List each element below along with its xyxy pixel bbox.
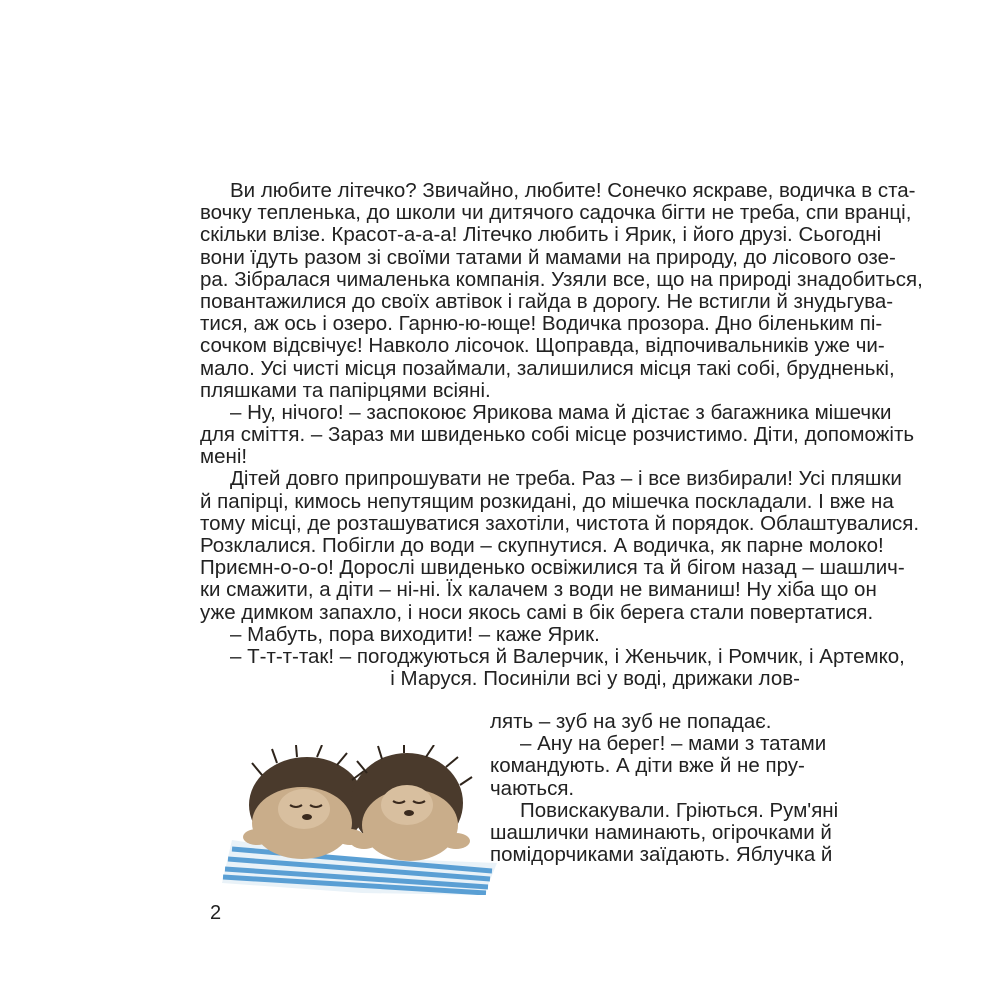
text-line: для сміття. – Зараз ми швиденько собі місце розчистимо. Діти, допоможіть bbox=[200, 423, 915, 447]
text-line: уже димком запахло, і носи якось самі в бік берега стали повертатися. bbox=[200, 600, 874, 624]
text-line: – Ну, нічого! – заспокоює Ярикова мама й дістає з багажника мішечки bbox=[230, 400, 892, 424]
text-line: Приємн-о-о-о! Дорослі швиденько освіжилися та й бігом назад – шашлич- bbox=[200, 556, 905, 580]
hedgehog-left-icon bbox=[243, 745, 365, 859]
text-line: скільки влізе. Красот-а-а-а! Літечко любить і Ярик, і його друзі. Сьогодні bbox=[200, 223, 882, 247]
text-line: й папірці, кимось непутящим розкидані, до мішечка поскладали. І вже на bbox=[200, 489, 894, 513]
text-line: Повискакували. Гріються. Рум'яні bbox=[520, 798, 839, 822]
text-line: ра. Зібралася чималенька компанія. Узяли все, що на природі знадобиться, bbox=[200, 267, 923, 291]
text-line: Ви любите літечко? Звичайно, любите! Сонечко яскраве, водичка в ста- bbox=[230, 179, 916, 202]
text-line: сочком відсвічує! Навколо лісочок. Щоправда, відпочивальників уже чи- bbox=[200, 334, 885, 358]
text-line: – Мабуть, пора виходити! – каже Ярик. bbox=[230, 622, 600, 646]
text-line: чаються. bbox=[490, 776, 575, 800]
story-text-right-column bbox=[490, 710, 839, 867]
story-text-top bbox=[200, 179, 923, 691]
text-line: пляшками та папірцями всіяні. bbox=[200, 378, 491, 402]
text-line: командують. А діти вже й не пру- bbox=[490, 754, 805, 778]
text-line: Дітей довго припрошувати не треба. Раз – і все визбирали! Усі пляшки bbox=[230, 467, 902, 491]
text-line: – Т-т-т-так! – погоджуються й Валерчик, і Женьчик, і Ромчик, і Артемко, bbox=[230, 644, 905, 668]
page-number: 2 bbox=[210, 902, 222, 924]
text-line: Розклалися. Побігли до води – скупнутися. А водичка, як парне молоко! bbox=[200, 534, 884, 557]
text-line: вочку тепленька, до школи чи дитячого садочка бігти не треба, спи вранці, bbox=[200, 201, 912, 225]
text-line: шашлички наминають, огірочками й bbox=[490, 820, 832, 844]
text-line: тому місці, де розташуватися захотіли, чистота й порядок. Облаштувалися. bbox=[200, 511, 920, 535]
text-line: мало. Усі чисті місця позаймали, залишилися місця такі собі, брудненькі, bbox=[200, 356, 895, 380]
text-line: повантажилися до своїх автівок і гайда в дорогу. Не встигли й знудьгува- bbox=[200, 289, 894, 313]
text-line: ки смажити, а діти – ні-ні. Їх калачем з води не виманиш! Ну хіба що он bbox=[200, 578, 877, 602]
hedgehog-right-icon bbox=[350, 745, 472, 861]
text-line: – Ану на берег! – мами з татами bbox=[520, 732, 827, 756]
text-line: і Маруся. Посиніли всі у воді, дрижаки лов- bbox=[390, 667, 800, 691]
text-line: лять – зуб на зуб не попадає. bbox=[490, 710, 772, 733]
text-line: тися, аж ось і озеро. Гарню-ю-юще! Водичка прозора. Дно біленьким пі- bbox=[200, 312, 883, 336]
text-line: мені! bbox=[200, 445, 248, 469]
sleeping-hedgehogs-icon bbox=[212, 745, 502, 895]
text-line: помідорчиками заїдають. Яблучка й bbox=[490, 843, 833, 867]
text-line: вони їдуть разом зі своїми татами й мамами на природу, до лісового озе- bbox=[200, 245, 896, 269]
